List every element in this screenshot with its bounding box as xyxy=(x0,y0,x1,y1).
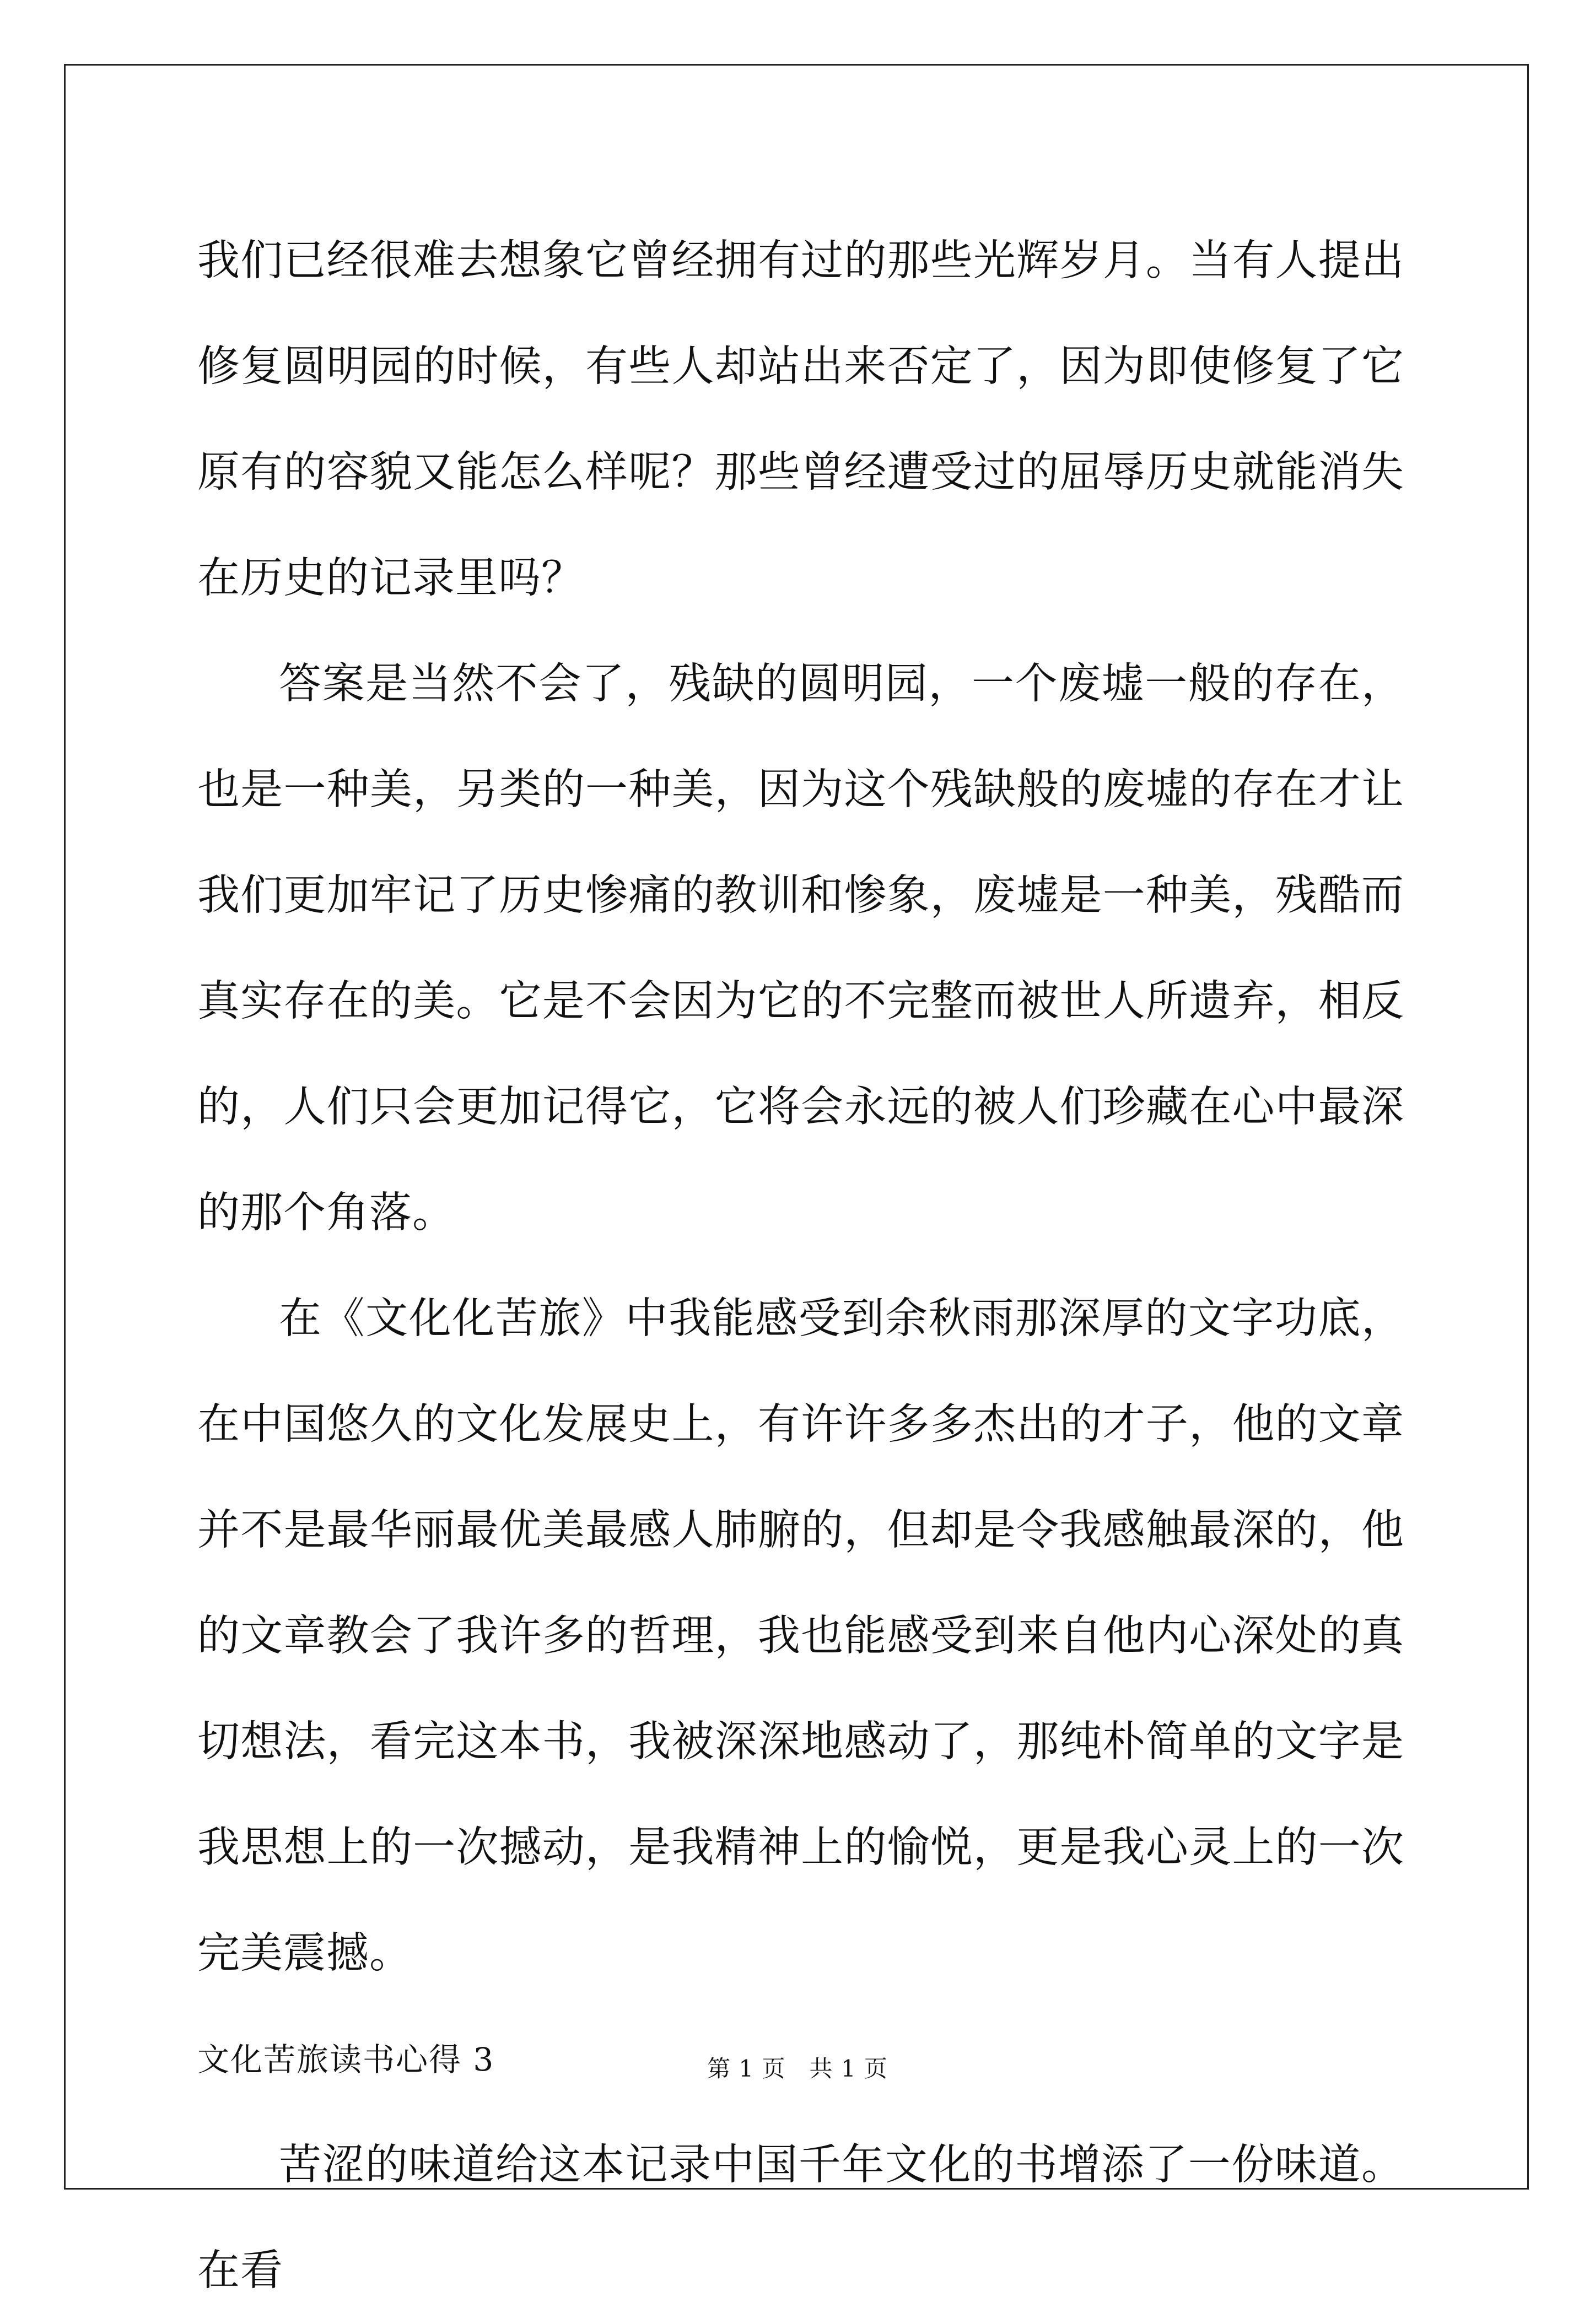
paragraph-3: 在《文化化苦旅》中我能感受到余秋雨那深厚的文字功底，在中国悠久的文化发展史上，有许许多多杰出的才子，他的文章并不是最华丽最优美最感人肺腑的，但却是令我感触最深的，他的文章教会了我许多的哲理，我也能感受到来自他内心深处的真切想法，看完这本书，我被深深地感动了，那纯朴简单的文字是我思想上的一次撼动，是我精神上的愉悦，更是我心灵上的一次完美震撼。 xyxy=(197,1294,1404,1978)
page-number-footer: 第 1 页 共 1 页 xyxy=(707,2055,888,2082)
closing-paragraph: 苦涩的味道给这本记录中国千年文化的书增添了一份味道。在看 xyxy=(197,2141,1404,2295)
paragraph-1: 我们已经很难去想象它曾经拥有过的那些光辉岁月。当有人提出修复圆明园的时候，有些人却站出来否定了，因为即使修复了它原有的容貌又能怎么样呢？那些曾经遭受过的屈辱历史就能消失在历史的记录里吗？ xyxy=(197,236,1404,603)
document-body xyxy=(197,208,1404,2324)
paragraph-2: 答案是当然不会了，残缺的圆明园，一个废墟一般的存在，也是一种美，另类的一种美，因为这个残缺般的废墟的存在才让我们更加牢记了历史惨痛的教训和惨象，废墟是一种美，残酷而真实存在的美。它是不会因为它的不完整而被世人所遗弃，相反的，人们只会更加记得它，它将会永远的被人们珍藏在心中最深的那个角落。 xyxy=(197,660,1404,1237)
section-heading: 文化苦旅读书心得 3 xyxy=(197,2041,495,2078)
